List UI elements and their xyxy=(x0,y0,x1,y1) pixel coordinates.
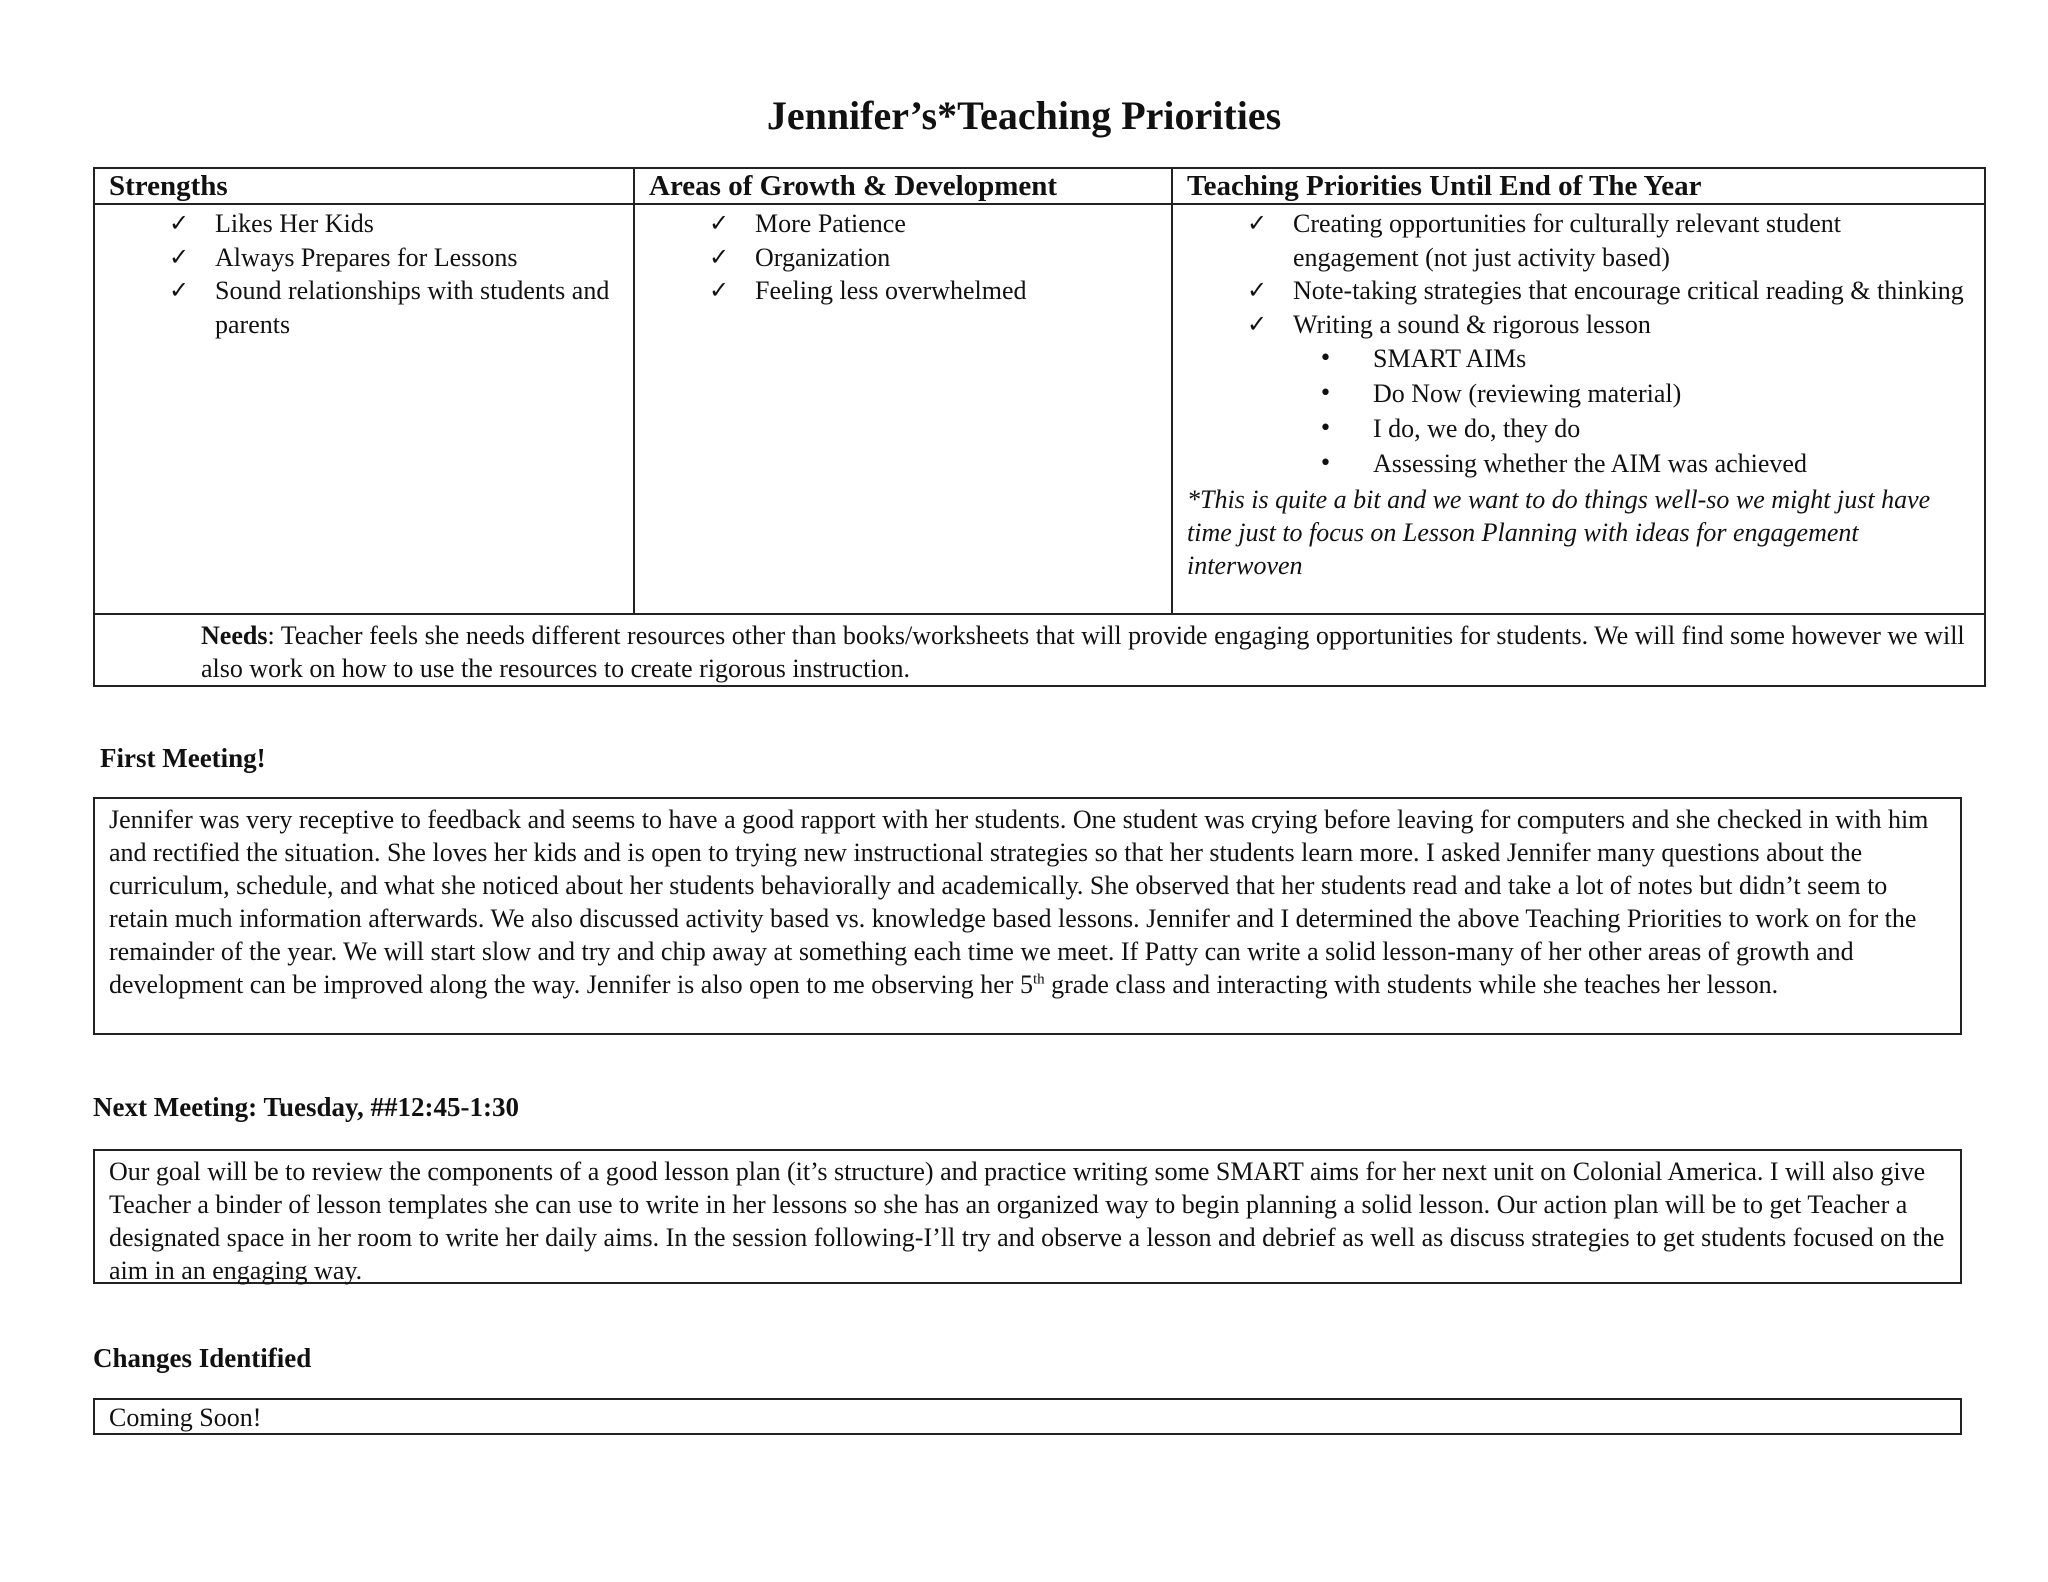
strengths-cell xyxy=(94,204,634,614)
priorities-table xyxy=(93,167,1986,687)
needs-text: : Teacher feels she needs different resources other than books/worksheets that will provide engaging opportunities for students. We will find some however we will also work on how to use the resources to create rigorous instruction. xyxy=(201,621,1965,683)
checkmark-icon: ✓ xyxy=(169,209,190,237)
list-item: ✓ Feeling less overwhelmed xyxy=(709,274,1157,308)
next-meeting-box xyxy=(93,1149,1962,1284)
list-item: ✓ Organization xyxy=(709,241,1157,275)
list-item: • Assessing whether the AIM was achieved xyxy=(1317,446,1970,481)
checkmark-icon: ✓ xyxy=(1247,309,1268,338)
table-header-row xyxy=(94,168,1985,204)
list-item: ✓ Sound relationships with students and parents xyxy=(169,276,610,339)
first-meeting-text-end: grade class and interacting with students while she teaches her lesson. xyxy=(1044,970,1779,999)
first-meeting-box xyxy=(93,797,1962,1035)
ordinal-suffix: th xyxy=(1032,971,1045,988)
checkmark-icon: ✓ xyxy=(169,276,190,304)
list-item: ✓ Note-taking strategies that encourage critical reading & thinking xyxy=(1247,274,1970,308)
priorities-header: Teaching Priorities Until End of The Year xyxy=(1172,168,1985,204)
changes-box xyxy=(93,1398,1962,1435)
bullet-icon: • xyxy=(1319,451,1332,476)
needs-label: Needs xyxy=(201,621,268,650)
growth-list xyxy=(649,207,1157,308)
priorities-note: *This is quite a bit and we want to do things well-so we might just have time just to focus on Lesson Planning with ideas for engagement interwoven xyxy=(1187,485,1931,580)
checkmark-icon: ✓ xyxy=(709,242,730,271)
growth-header: Areas of Growth & Development xyxy=(634,168,1172,204)
bullet-icon: • xyxy=(1319,416,1332,441)
needs-row xyxy=(94,614,1985,686)
list-item: • SMART AIMs xyxy=(1317,341,1970,376)
checkmark-icon: ✓ xyxy=(169,242,190,271)
lesson-components-list xyxy=(1187,341,1970,481)
priorities-cell xyxy=(1172,204,1985,614)
first-meeting-text: Jennifer was very receptive to feedback and seems to have a good rapport with her students. One student was crying before leaving for computers and she checked in with him and rectified the situation. She loves her kids and is open to trying new instructional strategies so that her students learn more. I asked Jennifer many questions about the curriculum, schedule, and what she noticed about her students behaviorally and academically. She observed that her students read and take a lot of notes but didn’t seem to retain much information afterwards. We also discussed activity based vs. knowledge based lessons. Jennifer and I determined the above Teaching Priorities to work on for the remainder of the year. We will start slow and try and chip away at something each time we meet. If Patty can write a solid lesson-many of her other areas of growth and development can be improved along the way. Jennifer is also open to me observing her 5 xyxy=(109,805,1929,999)
first-meeting-heading: First Meeting! xyxy=(100,743,266,773)
changes-heading: Changes Identified xyxy=(93,1343,312,1373)
list-item: • Do Now (reviewing material) xyxy=(1317,376,1970,411)
bullet-icon: • xyxy=(1319,346,1332,371)
next-meeting-text: Our goal will be to review the components of a good lesson plan (it’s structure) and practice writing some SMART aims for her next unit on Colonial America. I will also give Teacher a binder of lesson templates she can use to write in her lessons so she has an organized way to begin planning a solid lesson. Our action plan will be to get Teacher a designated space in her room to write her daily aims. In the session following-I’ll try and observe a lesson and debrief as well as discuss strategies to get students focused on the aim in an engaging way. xyxy=(109,1157,1945,1285)
table-content-row xyxy=(94,204,1985,614)
list-item: ✓ Writing a sound & rigorous lesson xyxy=(1247,308,1970,342)
checkmark-icon: ✓ xyxy=(1247,209,1268,237)
strengths-header: Strengths xyxy=(94,168,634,204)
needs-cell xyxy=(94,614,1985,686)
checkmark-icon: ✓ xyxy=(709,209,730,237)
list-item: ✓ Likes Her Kids xyxy=(169,207,619,241)
next-meeting-heading: Next Meeting: Tuesday, ##12:45-1:30 xyxy=(93,1092,519,1122)
priorities-list xyxy=(1187,207,1970,341)
strengths-list xyxy=(109,207,619,341)
checkmark-icon: ✓ xyxy=(1247,276,1268,304)
list-item: ✓ Creating opportunities for culturally relevant student engagement (not just activity based) xyxy=(1247,209,1842,272)
checkmark-icon: ✓ xyxy=(709,276,730,304)
list-item: ✓ Always Prepares for Lessons xyxy=(169,241,619,275)
bullet-icon: • xyxy=(1319,381,1332,406)
page-title: Jennifer’s*Teaching Priorities xyxy=(766,93,1282,138)
list-item: ✓ More Patience xyxy=(709,207,1157,241)
list-item: • I do, we do, they do xyxy=(1317,411,1970,446)
growth-cell xyxy=(634,204,1172,614)
changes-text: Coming Soon! xyxy=(109,1403,262,1432)
